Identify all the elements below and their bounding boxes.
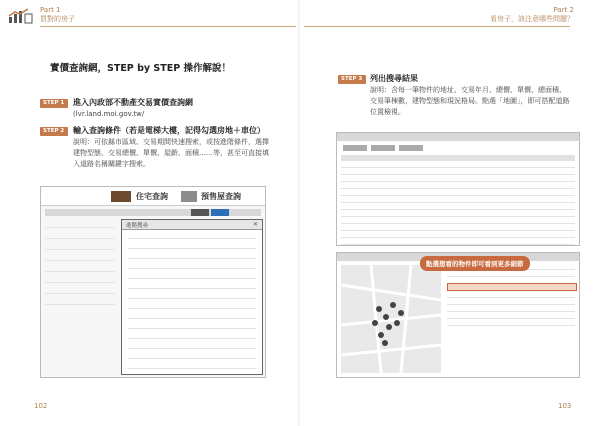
step2-title: 輸入查詢條件（若是電梯大樓，記得勾選房地＋車位） — [73, 126, 265, 135]
step2-description: 說明：可依縣市區域、交易期間快速搜索，或按進階條件，選擇建物型態、交易總價、單價、屋齡、面積……等，甚至可直接填入道路名稱關鍵字搜索。 — [73, 138, 269, 168]
highlighted-row[interactable] — [447, 283, 577, 291]
header-rule — [40, 26, 296, 27]
table-row[interactable] — [341, 212, 575, 217]
filter-row[interactable] — [128, 314, 256, 319]
filter-row[interactable] — [128, 354, 256, 359]
filter-row[interactable] — [128, 334, 256, 339]
table-row[interactable] — [447, 272, 575, 277]
step1-title: 進入內政部不動產交易實價查詢網 — [73, 98, 193, 107]
filter-row[interactable] — [128, 254, 256, 259]
section-heading: 實價查詢網，STEP by STEP 操作解說！ — [50, 63, 231, 74]
table-row[interactable] — [341, 233, 575, 238]
chapter-part-right: Part 2 — [553, 6, 574, 14]
table-row[interactable] — [341, 198, 575, 203]
callout-bubble: 點選想看的物件即可看到更多細節 — [420, 256, 530, 271]
table-row[interactable] — [341, 219, 575, 224]
table-row[interactable] — [341, 184, 575, 189]
table-row[interactable] — [447, 300, 575, 305]
right-page — [300, 0, 600, 426]
house-chart-logo-icon — [8, 8, 34, 24]
page-number-right: 103 — [558, 402, 572, 410]
chapter-subtitle: 買對的房子 — [40, 15, 75, 23]
filter-row[interactable] — [128, 234, 256, 239]
advanced-button[interactable] — [211, 209, 229, 216]
table-header — [341, 155, 575, 161]
popup-title: 進階搜尋 — [126, 223, 149, 229]
house-icon — [111, 191, 131, 202]
table-row[interactable] — [341, 163, 575, 168]
list-item[interactable] — [45, 223, 115, 228]
search-screenshot — [40, 186, 266, 378]
step3-description: 說明：含每一筆物件的地址、交易年月、總價、單價、總面積、交易筆棟數，建物型態和現況格局。點選「地圖」，即可搭配道路位置檢視。 — [370, 86, 570, 116]
table-row[interactable] — [341, 205, 575, 210]
chapter-subtitle-right: 看房子，該注意哪些問題？ — [490, 15, 574, 23]
filter-row[interactable] — [128, 284, 256, 289]
building-icon — [181, 191, 197, 202]
table-row[interactable] — [447, 314, 575, 319]
list-item[interactable] — [45, 245, 115, 250]
table-row[interactable] — [341, 191, 575, 196]
filter-row[interactable] — [128, 364, 256, 369]
list-item[interactable] — [45, 234, 115, 239]
filter-row[interactable] — [128, 304, 256, 309]
table-row[interactable] — [341, 226, 575, 231]
results-table-screenshot — [336, 132, 580, 246]
table-row[interactable] — [447, 293, 575, 298]
tab-button[interactable] — [399, 145, 423, 151]
search-button[interactable] — [191, 209, 209, 216]
popup-header — [122, 220, 262, 230]
table-row[interactable] — [341, 170, 575, 175]
filter-row[interactable] — [128, 274, 256, 279]
list-item[interactable] — [45, 267, 115, 272]
map-results-list — [447, 265, 575, 328]
tab-button[interactable] — [371, 145, 395, 151]
step1-badge: STEP 1 — [40, 99, 68, 108]
step2-badge: STEP 2 — [40, 127, 68, 136]
results-table — [341, 163, 575, 247]
chapter-part: Part 1 — [40, 6, 61, 14]
news-list — [45, 223, 115, 333]
advanced-search-popup — [121, 219, 263, 375]
list-item[interactable] — [45, 256, 115, 261]
tab-home-search[interactable]: 住宅查詢 — [136, 192, 168, 201]
list-item[interactable] — [45, 289, 115, 294]
step1-url: (lvr.land.moi.gov.tw/ — [73, 110, 145, 118]
tab-presale-search[interactable]: 預售屋查詢 — [201, 192, 241, 201]
table-row[interactable] — [447, 307, 575, 312]
table-row[interactable] — [341, 240, 575, 245]
chapter-header — [40, 6, 75, 24]
table-row[interactable] — [447, 321, 575, 326]
list-item[interactable] — [45, 278, 115, 283]
filter-row[interactable] — [128, 344, 256, 349]
filter-row[interactable] — [128, 244, 256, 249]
step3-badge: STEP 3 — [338, 75, 366, 84]
results-toolbar — [337, 133, 579, 141]
filter-row[interactable] — [128, 264, 256, 269]
screenshot-banner — [41, 187, 265, 206]
page-number-left: 102 — [34, 402, 48, 410]
header-rule-right — [304, 26, 570, 27]
chapter-header-right — [490, 6, 574, 24]
table-row[interactable] — [341, 177, 575, 182]
filter-row[interactable] — [128, 294, 256, 299]
map-view[interactable] — [341, 265, 441, 373]
close-icon[interactable]: ✕ — [252, 221, 258, 228]
list-item[interactable] — [45, 300, 115, 305]
tab-button[interactable] — [343, 145, 367, 151]
step3-title: 列出搜尋結果 — [370, 74, 418, 83]
filter-options — [128, 234, 256, 374]
filter-row[interactable] — [128, 324, 256, 329]
